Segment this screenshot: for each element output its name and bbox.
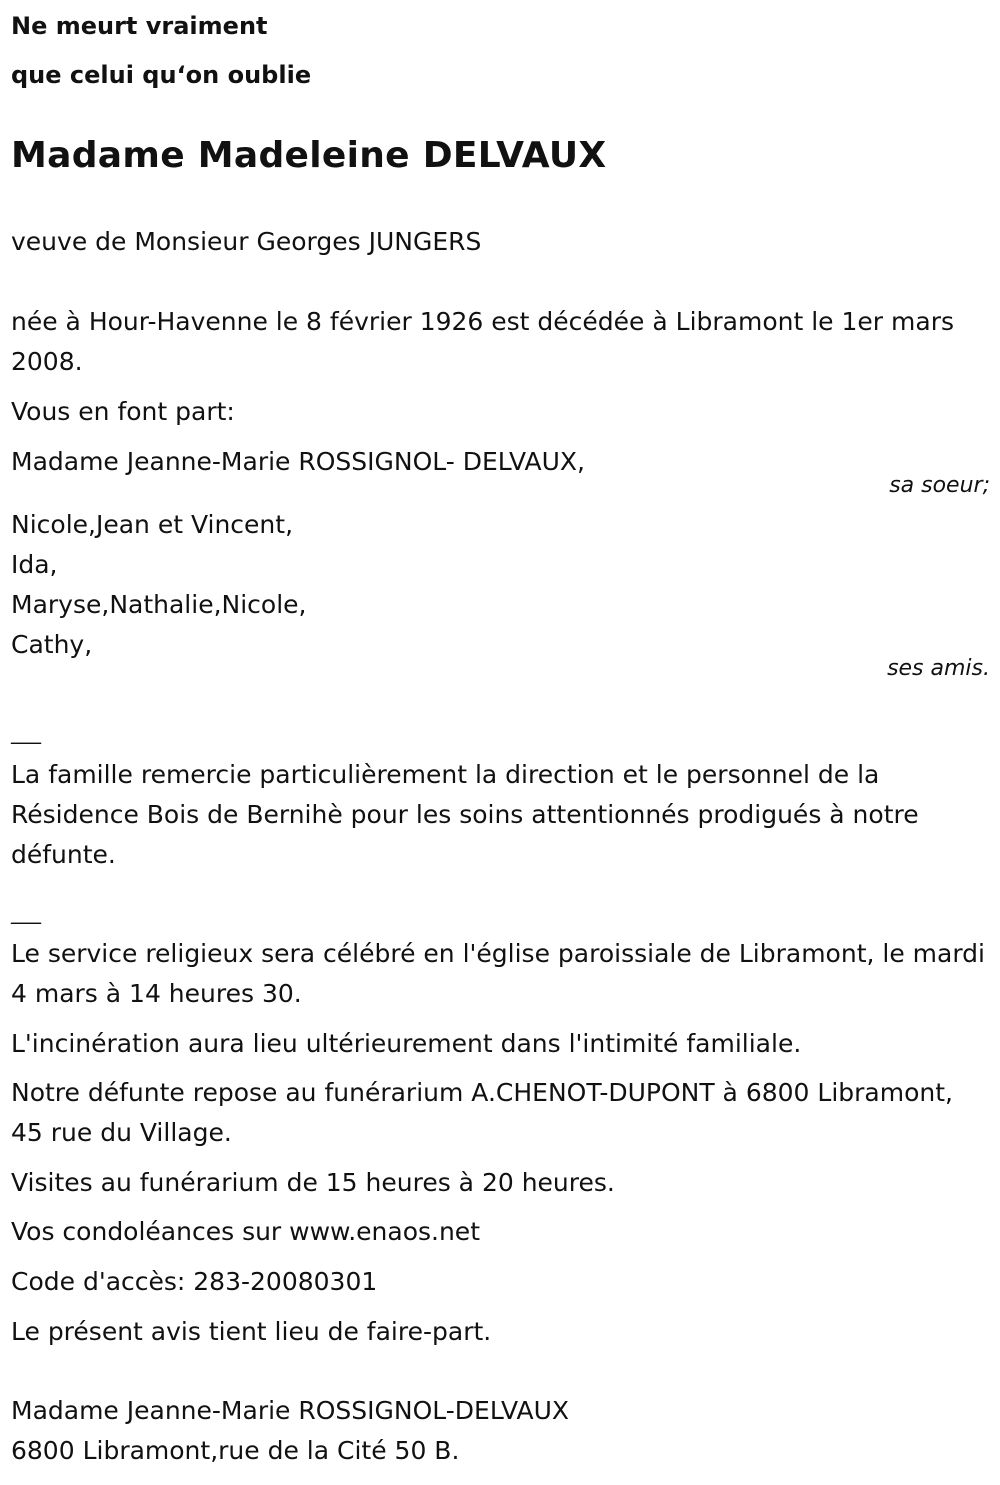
separator: ___	[11, 720, 41, 744]
epigraph-line-1: Ne meurt vraiment	[11, 12, 268, 40]
announce-intro: Vous en font part:	[11, 397, 235, 426]
rest-text: Notre défunte repose au funérarium A.CHENOT-DUPONT à 6800 Libramont, 45 rue du Village.	[11, 1078, 953, 1147]
access-code: Code d'accès: 283-20080301	[11, 1267, 378, 1296]
separator: ___	[11, 900, 41, 924]
friend-line: Nicole,Jean et Vincent,	[11, 510, 294, 539]
friends-relation: ses amis.	[887, 656, 990, 681]
friend-line: Ida,	[11, 550, 58, 579]
notice-text: Le présent avis tient lieu de faire-part.	[11, 1317, 492, 1346]
birth-death-text: née à Hour-Havenne le 8 février 1926 est décédée à Libramont le 1er mars 2008.	[11, 307, 954, 376]
service-text: Le service religieux sera célébré en l'église paroissiale de Libramont, le mardi 4 mars à 14 heures 30.	[11, 939, 985, 1008]
epigraph-line-2: que celui qu‘on oublie	[11, 61, 312, 89]
sister-name: Madame Jeanne-Marie ROSSIGNOL- DELVAUX,	[11, 447, 585, 476]
widow-of: veuve de Monsieur Georges JUNGERS	[11, 227, 482, 256]
contact-address: 6800 Libramont,rue de la Cité 50 B.	[11, 1436, 460, 1465]
condolences-text: Vos condoléances sur www.enaos.net	[11, 1217, 480, 1246]
sister-relation: sa soeur;	[889, 473, 990, 498]
visits-text: Visites au funérarium de 15 heures à 20 heures.	[11, 1168, 615, 1197]
deceased-name: Madame Madeleine DELVAUX	[11, 135, 607, 176]
thanks-text: La famille remercie particulièrement la direction et le personnel de la Résidence Bois de Bernihè pour les soins attentionnés prodigués à notre défunte.	[11, 760, 919, 869]
cremation-text: L'incinération aura lieu ultérieurement dans l'intimité familiale.	[11, 1029, 802, 1058]
friend-line: Maryse,Nathalie,Nicole,	[11, 590, 307, 619]
contact-name: Madame Jeanne-Marie ROSSIGNOL-DELVAUX	[11, 1396, 570, 1425]
friend-line: Cathy,	[11, 630, 93, 659]
